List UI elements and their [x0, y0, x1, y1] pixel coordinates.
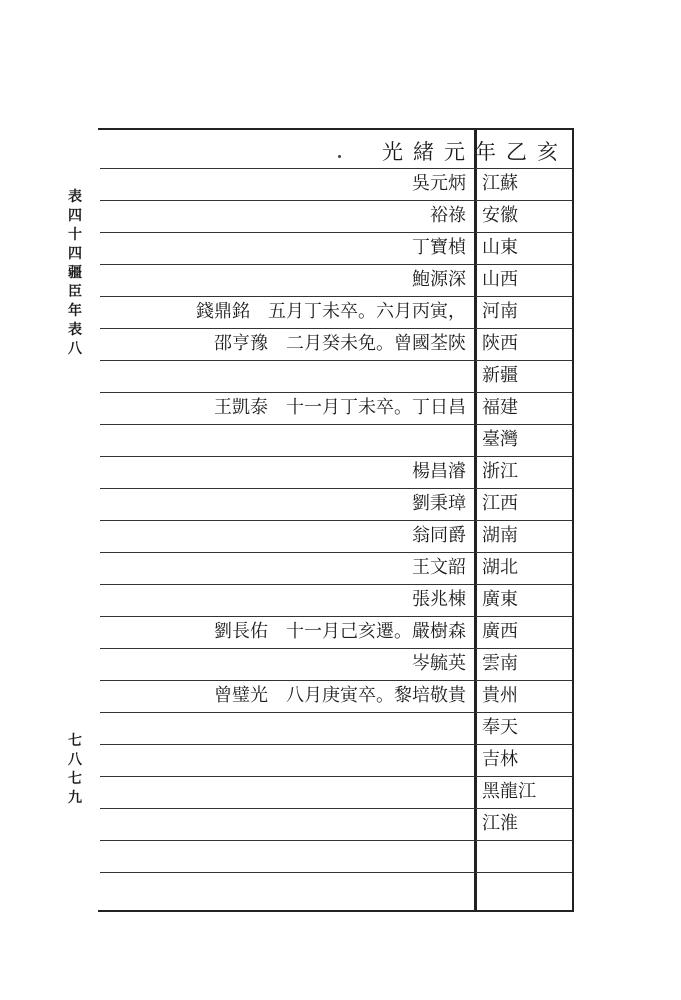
- province-cell: 江蘇: [482, 173, 518, 194]
- province-cell: 河南: [482, 301, 518, 322]
- province-cell: 陝西: [482, 333, 518, 354]
- entry-cell: 王文韶: [412, 557, 466, 578]
- province-cell: 黑龍江: [482, 781, 536, 802]
- province-cell: 廣西: [482, 621, 518, 642]
- province-cell: 山東: [482, 237, 518, 258]
- province-cell: 湖北: [482, 557, 518, 578]
- province-cell: 貴州: [482, 685, 518, 706]
- entry-cell: 楊昌濬: [412, 461, 466, 482]
- entry-cell: 鮑源深: [412, 269, 466, 290]
- entry-cell: 吳元炳: [412, 173, 466, 194]
- province-cell: 奉天: [482, 717, 518, 738]
- entry-cell: 丁寶楨: [412, 237, 466, 258]
- margin-title: 表四十四 疆臣年表八: [68, 189, 96, 357]
- entry-cell: 翁同爵: [412, 525, 466, 546]
- stray-mark: [338, 155, 341, 158]
- province-cell: 江西: [482, 493, 518, 514]
- entry-cell: 劉秉璋: [412, 493, 466, 514]
- table-header: 光緒元年乙亥: [382, 140, 568, 164]
- entry-cell: 曾璧光 八月庚寅卒。黎培敬貴: [214, 685, 466, 706]
- row-divider: [100, 840, 572, 841]
- province-cell: 湖南: [482, 525, 518, 546]
- entry-cell: 王凱泰 十一月丁未卒。丁日昌: [214, 397, 466, 418]
- province-cell: 安徽: [482, 205, 518, 226]
- column-divider: [474, 128, 477, 910]
- province-cell: 吉林: [482, 749, 518, 770]
- province-cell: 臺灣: [482, 429, 518, 450]
- province-cell: 山西: [482, 269, 518, 290]
- table-right-border: [572, 128, 574, 910]
- entry-cell: 錢鼎銘 五月丁未卒。六月丙寅，: [196, 301, 466, 322]
- entry-cell: 邵亨豫 二月癸未免。曾國荃陝: [214, 333, 466, 354]
- province-cell: 雲南: [482, 653, 518, 674]
- entry-cell: 裕祿: [430, 205, 466, 226]
- row-divider: [100, 872, 572, 873]
- entry-cell: 張兆棟: [412, 589, 466, 610]
- province-cell: 福建: [482, 397, 518, 418]
- province-cell: 新疆: [482, 365, 518, 386]
- province-cell: 浙江: [482, 461, 518, 482]
- province-cell: 江淮: [482, 813, 518, 834]
- entry-cell: 岑毓英: [412, 653, 466, 674]
- entry-cell: 劉長佑 十一月己亥遷。嚴樹森: [214, 621, 466, 642]
- page-number: 七八七九: [68, 733, 82, 806]
- province-cell: 廣東: [482, 589, 518, 610]
